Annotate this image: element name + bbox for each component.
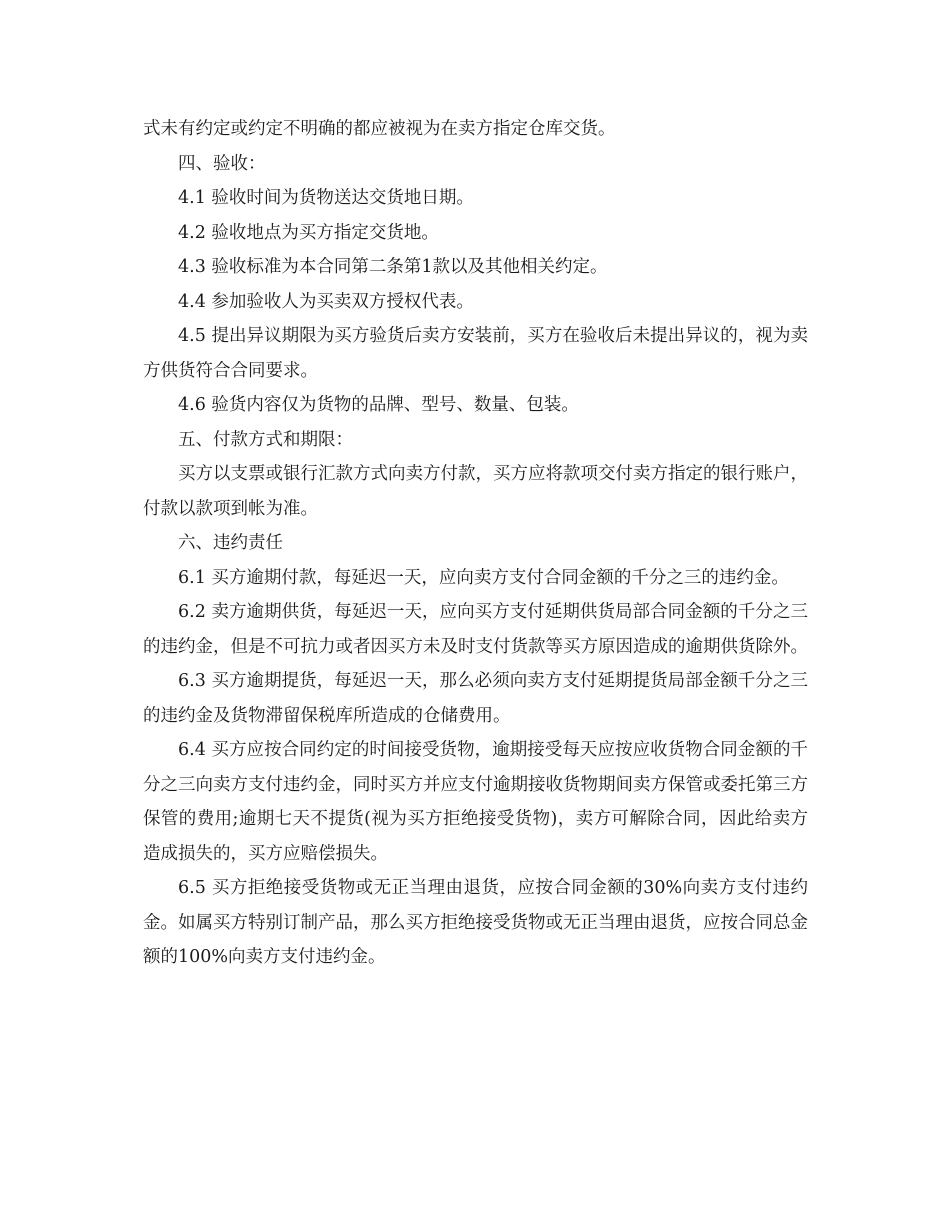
clause-6-4: 6.4 买方应按合同约定的时间接受货物，逾期接受每天应按应收货物合同金额的千分之三向卖方支付违约金，同时买方并应支付逾期接收货物期间卖方保管或委托第三方保管的费用;逾期七天不提货(视为买方拒绝接受货物)，卖方可解除合同，因此给卖方造成损失的，买方应赔偿损失。	[143, 740, 808, 864]
clause-4-5: 4.5 提出异议期限为买方验货后卖方安装前，买方在验收后未提出异议的，视为卖方供货符合合同要求。	[143, 326, 808, 381]
clause-6-3: 6.3 买方逾期提货，每延迟一天，那么必须向卖方支付延期提货局部金额千分之三的违约金及货物滞留保税库所造成的仓储费用。	[143, 671, 808, 726]
document-body	[143, 112, 808, 975]
clause-6-5: 6.5 买方拒绝接受货物或无正当理由退货，应按合同金额的30%向卖方支付违约金。如属买方特别订制产品，那么买方拒绝接受货物或无正当理由退货，应按合同总金额的100%向卖方支付违约金。	[143, 878, 808, 967]
clause-6-2: 6.2 卖方逾期供货，每延迟一天，应向买方支付延期供货局部合同金额的千分之三的违约金，但是不可抗力或者因买方未及时支付货款等买方原因造成的逾期供货除外。	[143, 602, 808, 657]
paragraph-delivery-tail: 式未有约定或约定不明确的都应被视为在卖方指定仓库交货。	[143, 119, 616, 139]
clause-6-1: 6.1 买方逾期付款，每延迟一天，应向卖方支付合同金额的千分之三的违约金。	[178, 567, 789, 588]
paragraph-payment: 买方以支票或银行汇款方式向卖方付款，买方应将款项交付卖方指定的银行账户，付款以款项到帐为准。	[143, 464, 808, 519]
clause-4-1: 4.1 验收时间为货物送达交货地日期。	[178, 188, 474, 208]
clause-4-3: 4.3 验收标准为本合同第二条第1款以及其他相关约定。	[178, 257, 608, 277]
heading-inspection: 四、验收：	[178, 153, 266, 174]
heading-liability: 六、违约责任	[178, 533, 283, 553]
heading-payment: 五、付款方式和期限：	[178, 429, 353, 450]
clause-4-6: 4.6 验货内容仅为货物的品牌、型号、数量、包装。	[178, 395, 579, 415]
clause-4-4: 4.4 参加验收人为买卖双方授权代表。	[178, 291, 474, 312]
clause-4-2: 4.2 验收地点为买方指定交货地。	[178, 222, 439, 243]
